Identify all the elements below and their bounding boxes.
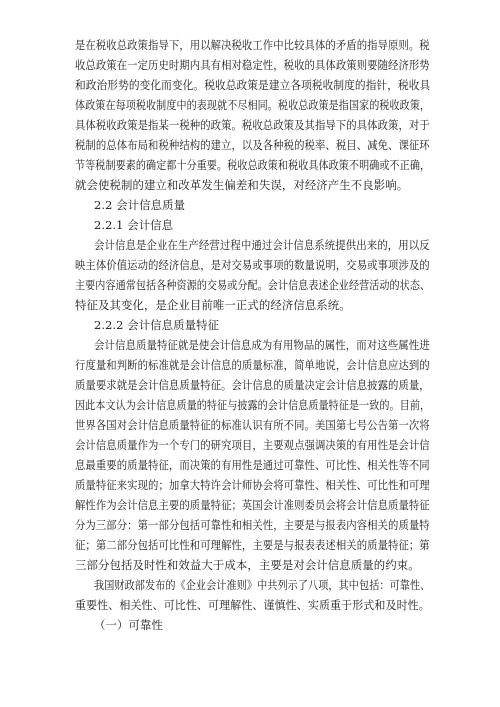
text-line: 质量特征来实现的；加拿大特许会计师协会将可靠性、相关性、可比性和可理 xyxy=(75,478,430,492)
text-line: 映主体价值运动的经济信息，是对交易或事项的数量说明，交易或事项涉及的 xyxy=(75,258,430,272)
text-line: 三部分包括及时性和效益大于成本，主要是对会计信息质量的约束。 xyxy=(75,558,420,572)
text-line: 重要性、相关性、可比性、可理解性、谨慎性、实质重于形式和及时性。 xyxy=(75,598,430,612)
paragraph-first-line: 我国财政部发布的《企业会计准则》中共列示了八项，其中包括：可靠性、 xyxy=(94,578,431,592)
text-line: 因此本文认为会计信息质量的特征与披露的会计信息质量特征是一致的。目前， xyxy=(75,398,431,412)
subsection-heading: 2.2.1 会计信息 xyxy=(94,218,174,232)
text-line: 行度量和判断的标准就是会计信息的质量标准，简单地说，会计信息应达到的 xyxy=(75,358,430,372)
section-heading: 2.2 会计信息质量 xyxy=(94,198,186,212)
text-line: 质量要求就是会计信息质量特征。会计信息的质量决定会计信息披露的质量， xyxy=(75,378,430,392)
text-line: 具体税收政策是指某一税种的政策。税收总政策及其指导下的具体政策，对于 xyxy=(75,118,430,132)
paragraph-first-line: 会计信息是企业在生产经营过程中通过会计信息系统提供出来的，用以反 xyxy=(94,238,430,252)
text-line: 分为三部分：第一部分包括可靠性和相关性，主要是与报表内容相关的质量特 xyxy=(75,518,430,532)
text-line: 收总政策在一定历史时期内具有相对稳定性，税收的具体政策则要随经济形势 xyxy=(75,58,430,72)
text-line: 世界各国对会计信息质量特征的标准认识有所不同。美国第七号公告第一次将 xyxy=(75,418,430,432)
text-line: 和政治形势的变化而变化。税收总政策是建立各项税收制度的指针，税收具 xyxy=(75,78,431,92)
text-line: 体政策在每项税收制度中的表现就不尽相同。税收总政策是指国家的税收政策， xyxy=(75,98,431,112)
text-line: 节等税制要素的确定都十分重要。税收总政策和税收具体政策不明确或不正确， xyxy=(75,158,431,172)
text-line: 是在税收总政策指导下，用以解决税收工作中比较具体的矛盾的指导原则。税 xyxy=(75,38,430,52)
text-line: 税制的总体布局和税种结构的建立，以及各种税的税率、税目、减免、课征环 xyxy=(75,138,430,152)
text-line: 就会使税制的建立和改革发生偏差和失误，对经济产生不良影响。 xyxy=(75,178,409,192)
text-line: 特征及其变化，是企业目前唯一正式的经济信息系统。 xyxy=(75,298,351,312)
list-heading: （一）可靠性 xyxy=(94,618,163,632)
paragraph-first-line: 会计信息质量特征就是使会计信息成为有用物品的属性，而对这些属性进 xyxy=(94,338,430,352)
text-line: 会计信息质量作为一个专门的研究项目，主要观点强调决策的有用性是会计信 xyxy=(75,438,430,452)
subsection-heading: 2.2.2 会计信息质量特征 xyxy=(94,318,220,332)
text-line: 主要内容通常包括各种资源的交易或分配。会计信息表述企业经营活动的状态、 xyxy=(75,278,431,292)
text-line: 征；第二部分包括可比性和可理解性，主要是与报表表述相关的质量特征；第 xyxy=(75,538,430,552)
text-line: 解性作为会计信息主要的质量特征；英国会计准则委员会将会计信息质量特征 xyxy=(75,498,430,512)
text-line: 息最重要的质量特征，而决策的有用性是通过可靠性、可比性、相关性等不同 xyxy=(75,458,430,472)
